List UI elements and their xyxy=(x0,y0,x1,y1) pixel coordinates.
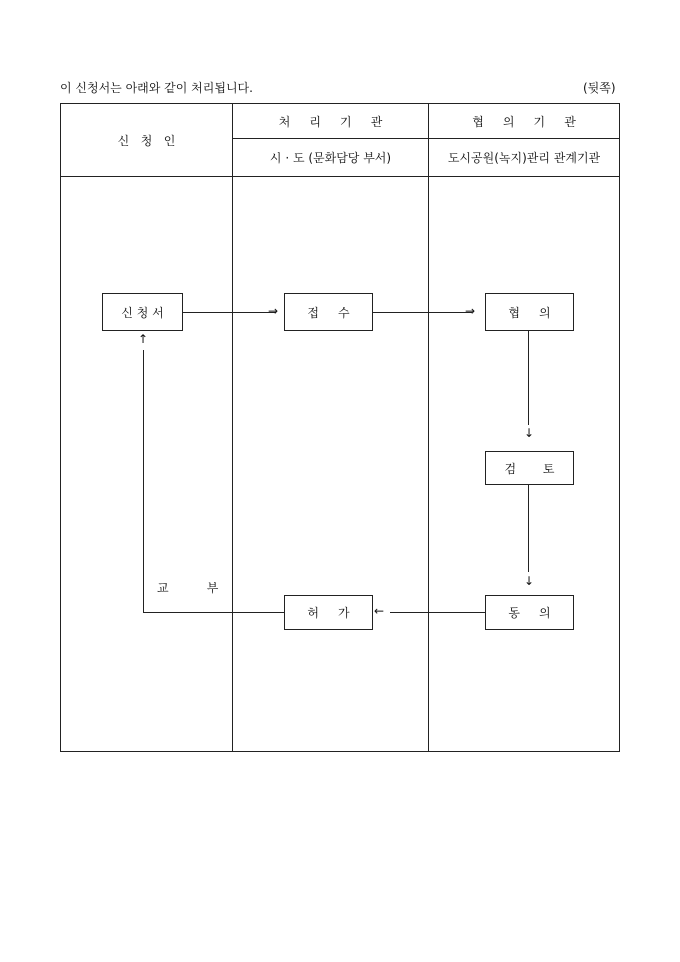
step-consultation: 협 의 xyxy=(485,293,574,331)
arrow-up-icon: ↑ xyxy=(138,332,149,346)
arrow-right-icon: → xyxy=(465,304,476,318)
header-consulting-agency: 협 의 기 관 xyxy=(472,114,576,129)
arrow-down-icon: ↓ xyxy=(524,574,535,588)
header-processing-agency: 처 리 기 관 xyxy=(278,114,383,129)
arrow-left-icon: ← xyxy=(374,604,385,618)
header-applicant: 신 청 인 xyxy=(117,133,176,148)
step-receipt: 접 수 xyxy=(284,293,373,331)
back-page-note: (뒷쪽) xyxy=(583,81,616,95)
subheader-consult-dept: 도시공원(녹지)관리 관계기관 xyxy=(447,151,601,165)
step-permission: 허 가 xyxy=(284,595,373,630)
subheader-processing-dept: 시 · 도 (문화담당 부서) xyxy=(269,151,392,165)
arrow-right-icon: → xyxy=(268,304,279,318)
form-caption: 이 신청서는 아래와 같이 처리됩니다. xyxy=(60,81,253,95)
step-review: 검 토 xyxy=(485,451,574,485)
arrow-down-icon: ↓ xyxy=(524,426,535,440)
step-application: 신 청 서 xyxy=(102,293,183,331)
step-delivery-label: 교 부 xyxy=(157,581,219,595)
step-agreement: 동 의 xyxy=(485,595,574,630)
